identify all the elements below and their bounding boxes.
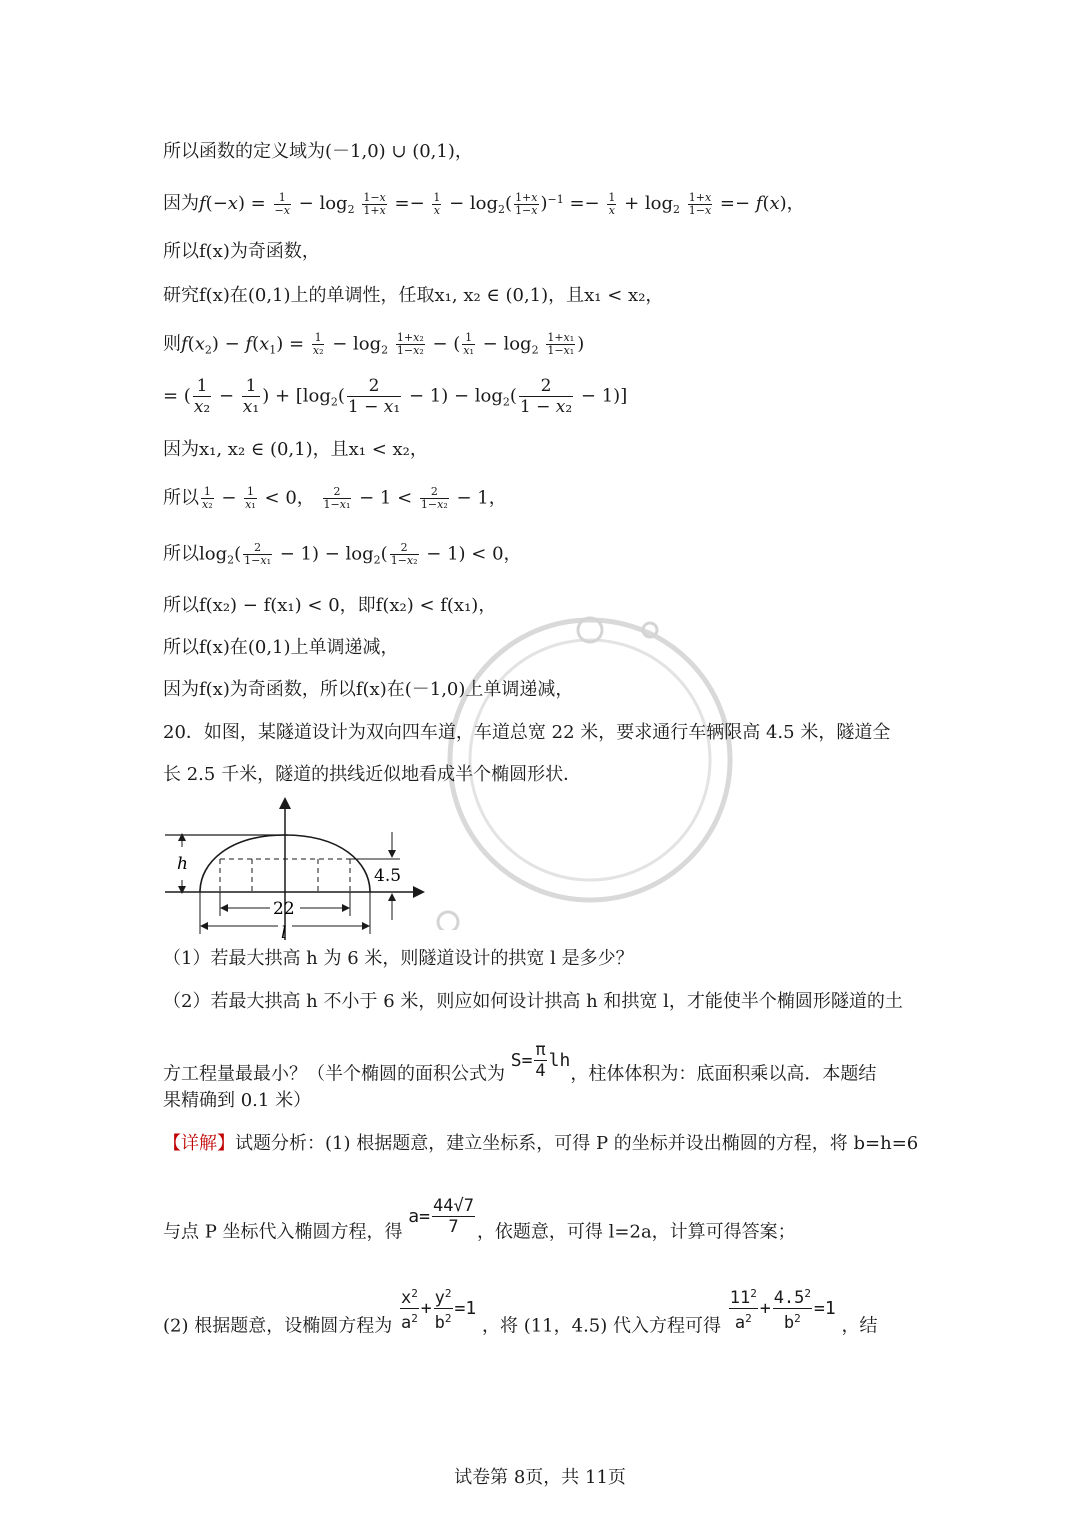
text-line: 则$f(x_2) - f(x_1)$ = $\frac{1}{\text{x₂}}$ − $\log_2$ $\frac{\text{1+x₂}}{\text{1−x₂}}$ − ( $\frac{1}{\text{x₁}}$ − $\log_2$ $\frac{\text{1+x₁}}{\text{1−x₁}}$ ) bbox=[163, 331, 585, 357]
text-line: 因为x₁, x₂ ∈ (0,1)，且x₁ < x₂， bbox=[163, 439, 428, 460]
question-2: （2）若最大拱高 h 不小于 6 米，则应如何设计拱高 h 和拱宽 l，才能使半个椭圆形隧道的土 bbox=[163, 991, 903, 1012]
solution-line: 与点 P 坐标代入椭圆方程，得 a= $\frac{44√7}{7}$ ，依题意，可得 l=2a，计算可得答案； bbox=[163, 1196, 796, 1243]
solution-line: 【详解】试题分析：(1) 根据题意，建立坐标系，可得 P 的坐标并设出椭圆的方程，将 b=h=6 bbox=[163, 1133, 919, 1154]
text-line: 所以函数的定义域为(－1,0) ∪ (0,1)， bbox=[163, 141, 473, 162]
question-2-formula-line: 方工程量最最小？（半个椭圆的面积公式为 S= $\frac{\pi}{4}$ lh，柱体体积为：底面积乘以高．本题结 bbox=[163, 1040, 877, 1085]
tunnel-diagram bbox=[160, 792, 430, 942]
text-line: 所以f(x)在(0,1)上单调递减， bbox=[163, 637, 399, 658]
text-line: 因为f(−x) = $\frac{1}{-x}$ − $\log_2$ $\frac{1-x}{1+x}$ =− $\frac{1}{x}$ − $\log_2$( $\frac{1+x}{1-x}$ )$^{-1}$ =− $\frac{1}{x}$ + $\log_2$ $\frac{1+x}{1-x}$ =− f(x)， bbox=[163, 190, 805, 217]
text-line: 所以f(x₂) − f(x₁) < 0，即f(x₂) < f(x₁)， bbox=[163, 595, 497, 616]
text-line: 所以f(x)为奇函数， bbox=[163, 241, 320, 262]
label-l: l bbox=[281, 923, 287, 942]
label-22: 22 bbox=[273, 899, 295, 919]
text-line: 所以 $\frac{1}{\text{x₂}}$ − $\frac{1}{\text{x₁}}$ < 0， $\frac{2}{\text{1−x₁}}$ − 1 < $\frac{2}{\text{1−x₂}}$ − 1， bbox=[163, 485, 507, 511]
label-4-5: 4.5 bbox=[374, 866, 402, 886]
solution-tag: 【详解】 bbox=[163, 1133, 235, 1154]
question-1: （1）若最大拱高 h 为 6 米，则隧道设计的拱宽 l 是多少？ bbox=[163, 948, 634, 969]
text-line: 研究f(x)在(0,1)上的单调性，任取x₁, x₂ ∈ (0,1)，且x₁ < x₂， bbox=[163, 285, 664, 306]
problem-line: 长 2.5 千米，隧道的拱线近似地看成半个椭圆形状． bbox=[163, 764, 582, 785]
solution-line: (2) 根据题意，设椭圆方程为 $\frac{x^2}{a^2}$ + $\frac{y^2}{b^2}$ =1 ，将 (11，4.5) 代入方程可得 $\frac{11^2}{a^2}$ + $\frac{4.5^2}{b^2}$ =1 ，结 bbox=[163, 1302, 877, 1351]
problem-line: 20．如图，某隧道设计为双向四车道，车道总宽 22 米，要求通行车辆限高 4.5 米，隧道全 bbox=[163, 722, 891, 743]
label-h: h bbox=[177, 854, 188, 874]
text-line: = ( $\frac{1}{\text{x₂}}$ − $\frac{1}{\text{x₁}}$ ) + [$\log_2$( $\frac{2}{\text{1 − x₁}}$ − $1) - \log_2$( $\frac{2}{\text{1 − x₂}}$ − 1)] bbox=[163, 376, 628, 417]
page-footer: 试卷第 8页，共 11页 bbox=[454, 1467, 626, 1488]
text-line: 因为f(x)为奇函数，所以f(x)在(－1,0)上单调递减， bbox=[163, 679, 574, 700]
text-line: 所以$\log_2$( $\frac{2}{\text{1−x₁}}$ − $1) - \log_2$( $\frac{2}{\text{1−x₂}}$ − 1) < 0， bbox=[163, 541, 522, 567]
question-2-end: 果精确到 0.1 米） bbox=[163, 1090, 312, 1111]
